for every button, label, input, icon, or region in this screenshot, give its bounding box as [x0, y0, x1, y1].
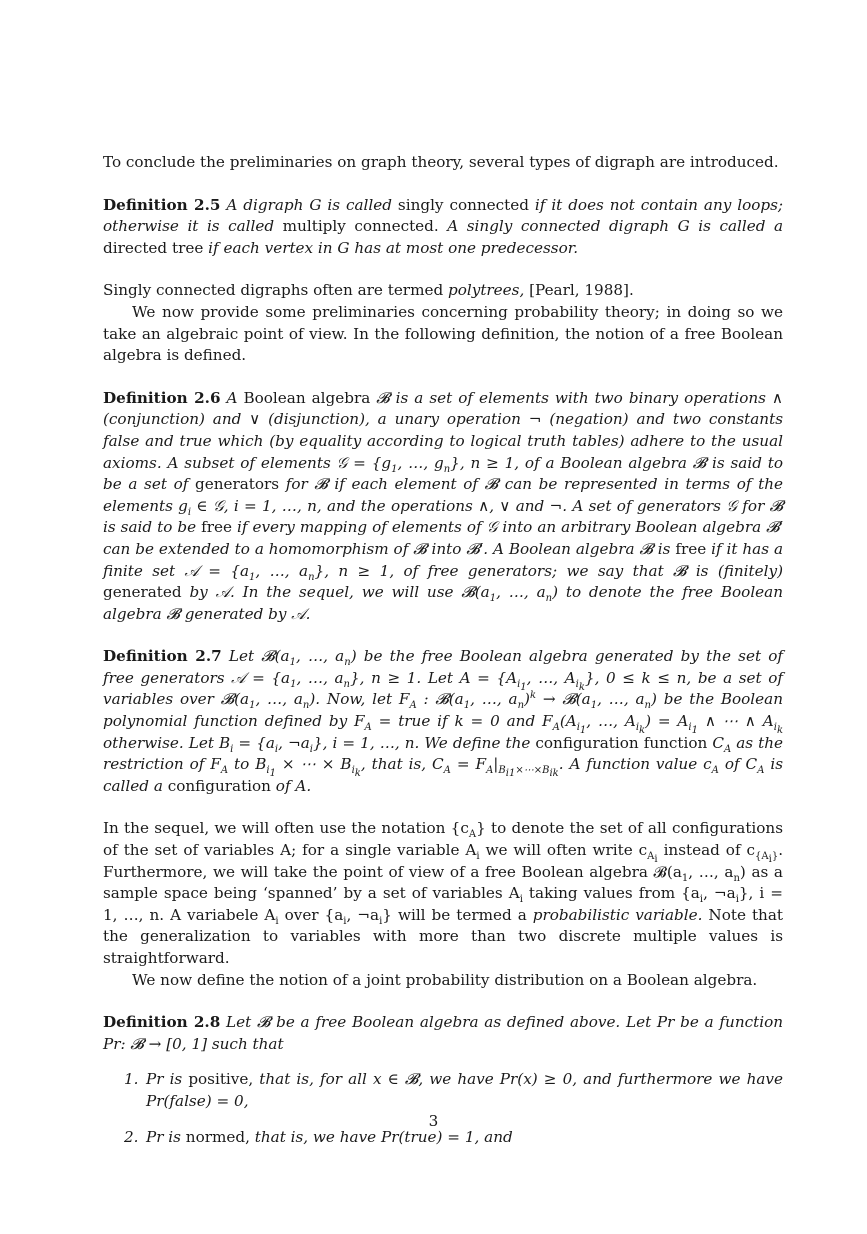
defined-term: Boolean algebra [243, 388, 371, 407]
defined-term: generators [194, 475, 280, 494]
definition-2-8: Definition 2.8 Let 𝓑 be a free Boolean algebra as defined above. Let Pr be a function Pr: 𝓑 → [0, 1] such that [103, 1013, 783, 1053]
emphasized-term: polytrees, [448, 281, 525, 300]
defined-term: normed, [185, 1127, 250, 1146]
definition-label: Definition 2.6 [103, 388, 221, 407]
list-item: 2. Pr is normed, that is, we have Pr(true) = 1, and [124, 1127, 513, 1146]
defined-term: singly connected [397, 195, 529, 214]
definition-label: Definition 2.8 [103, 1013, 221, 1032]
defined-term: generated [103, 583, 182, 602]
defined-term: configuration [167, 776, 271, 795]
intro-paragraph: To conclude the preliminaries on graph theory, several types of digraph are introduced. [103, 153, 779, 171]
defined-term: positive, [188, 1070, 254, 1089]
definition-label: Definition 2.5 [103, 195, 221, 214]
definition-2-7: Definition 2.7 Let $𝓑(a_1$, …, $a_n$) be the free Boolean algebra generated by the set of free generators 𝒜 = {$a_1$, …, $a_n$}, n ≥ 1. Let $A = \{A_{i_1}$, …, $A_{i_k}$}, 0 ≤ k ≤ n, be a set of variables over $𝓑(a_1$, …, $a_n$). Now, let $F_A$ : $𝓑(a_1$, …, $a_n)^k$ → $𝓑(a_1$, …, $a_n$) be the Boolean polynomial function defined by $F_A$ = true if k = 0 and $F_A(A_{i_1}$, …, $A_{i_k}) = A_{i_1}$ ∧ ⋯ ∧ $A_{i_k}$ otherwise. Let $B_i = \{a_i$, $\neg a_i$}, i = 1, …, n. We define the configuration function $C_A$ as the restriction of $F_A$ to $B_{i_1}$ × ⋯ × $B_{i_k}$, that is, $C_A = F_A|_{B_{i1}\times\cdots\times B_{ik}}$. A function value $c_A$ of $C_A$ is called a configuration of A. [103, 647, 784, 795]
probability-paragraph: We now provide some preliminaries concerning probability theory; in doing so we take an algebraic point of view. In the following definition, the notion of a free Boolean algebra is defined. [103, 302, 783, 365]
defined-term: multiply connected. [282, 217, 439, 236]
polytree-paragraph: Singly connected digraphs often are termed polytrees, [Pearl, 1988]. [103, 281, 634, 300]
defined-term: directed tree [103, 238, 204, 257]
definition-2-5: Definition 2.5 A digraph G is called singly connected if it does not contain any loops; otherwise it is called multiply connected. A singly connected digraph G is called a directed tree if each vertex in G has at most one predecessor. [103, 195, 784, 257]
definition-2-6: Definition 2.6 A Boolean algebra 𝓑 is a set of elements with two binary operations ∧ (conjunction) and ∨ (disjunction), a unary operation ¬ (negation) and two constants false and true which (by equality according to logical truth tables) adhere to the usual axioms. A subset of elements 𝒢 = {$g_1$, …, $g_n$}, n ≥ 1, of a Boolean algebra 𝓑 is said to be a set of generators for 𝓑 if each element of 𝓑 can be represented in terms of the elements $g_i$ ∈ 𝒢, i = 1, …, n, and the operations ∧, ∨ and ¬. A set of generators 𝒢 for 𝓑 is said to be free if every mapping of elements of 𝒢 into an arbitrary Boolean algebra 𝓑′ can be extended to a homomorphism of 𝓑 into 𝓑′. A Boolean algebra 𝓑 is free if it has a finite set 𝒜 = {$a_1$, …, $a_n$}, n ≥ 1, of free generators; we say that 𝓑 is (finitely) generated by 𝒜. In the sequel, we will use $𝓑(a_1$, …, $a_n$) to denote the free Boolean algebra 𝓑 generated by 𝒜. [103, 388, 784, 623]
list-item: 1. Pr is positive, that is, for all x ∈ 𝓑, we have Pr(x) ≥ 0, and furthermore we have Pr(false) = 0, [124, 1070, 783, 1110]
page-number: 3 [428, 1112, 439, 1130]
configuration-paragraph: In the sequel, we will often use the notation $\{c_A\}$ to denote the set of all configurations of the set of variables A; for a single variable $A_i$ we will often write $c_{A_i}$ instead of $c_{\{A_i\}}$. Furthermore, we will take the point of view of a free Boolean algebra $𝓑(a_1$, …, $a_n$) as a sample space being ‘spanned’ by a set of variables $A_i$ taking values from {$a_i$, $\neg a_i$}, i = 1, …, n. A variabele $A_i$ over {$a_i$, $\neg a_i$} will be termed a probabilistic variable. Note that the generalization to variables with more than two discrete multiple values is straightforward. [103, 819, 784, 967]
defined-term: configuration function [535, 733, 708, 752]
defined-term: free [201, 518, 232, 537]
definition-2-8-conditions [103, 1069, 783, 1148]
joint-distribution-paragraph: We now define the notion of a joint probability distribution on a Boolean algebra. [132, 970, 758, 989]
emphasized-term: probabilistic variable. [532, 905, 703, 924]
defined-term: free [675, 539, 707, 558]
definition-label: Definition 2.7 [103, 647, 222, 666]
